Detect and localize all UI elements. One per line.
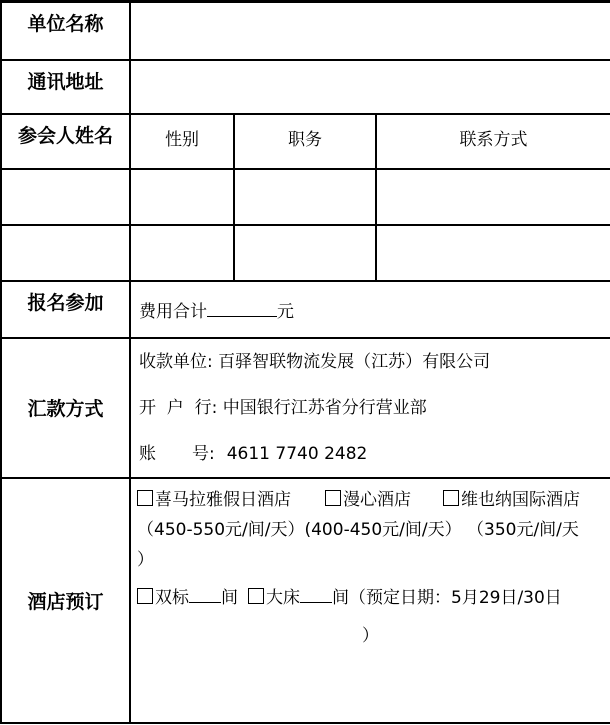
payment-label: 汇款方式 — [1, 338, 130, 478]
address-row — [1, 60, 610, 114]
unit-name-row — [1, 2, 610, 60]
hotel-prices: （450-550元/间/天）(400-450元/间/天） （350元/间/天 — [137, 519, 579, 540]
account-label: 账 — [139, 443, 156, 464]
unit-name-input[interactable] — [130, 2, 610, 60]
attendee-contact-cell[interactable] — [376, 225, 610, 281]
hotel-row — [1, 478, 610, 723]
hotel-checkbox-vienna[interactable] — [443, 490, 459, 506]
hotel-prices-end: ） — [137, 549, 154, 570]
attendee-entry-row — [1, 225, 610, 281]
hotel-option-himalaya: 喜马拉雅假日酒店 — [155, 489, 291, 510]
room-king-label: 大床 — [266, 587, 300, 608]
payee-line: 收款单位: 百驿智联物流发展（江苏）有限公司 — [139, 351, 491, 372]
contact-column-header: 联系方式 — [376, 114, 610, 169]
room-king-checkbox[interactable] — [248, 588, 264, 604]
registration-row — [1, 281, 610, 338]
room-king-unit: 间 — [332, 587, 349, 608]
bank-line: 开 户 行: 中国银行江苏省分行营业部 — [139, 397, 427, 418]
room-double-checkbox[interactable] — [137, 588, 153, 604]
room-king-count-input[interactable] — [300, 602, 332, 603]
hotel-option-manxin: 漫心酒店 — [343, 489, 411, 510]
fee-prefix: 费用合计 — [139, 301, 207, 322]
attendee-entry-row — [1, 169, 610, 225]
fee-cell — [130, 281, 610, 338]
attendee-header-row — [1, 114, 610, 169]
account-number: 4611 7740 2482 — [226, 443, 368, 464]
attendee-label: 参会人姓名 — [1, 114, 130, 169]
address-label: 通讯地址 — [1, 60, 130, 114]
registration-label: 报名参加 — [1, 281, 130, 338]
attendee-position-cell[interactable] — [234, 225, 376, 281]
attendee-name-cell[interactable] — [1, 169, 130, 225]
hotel-checkbox-manxin[interactable] — [325, 490, 341, 506]
attendee-gender-cell[interactable] — [130, 169, 234, 225]
hotel-checkbox-himalaya[interactable] — [137, 490, 153, 506]
room-double-label: 双标 — [155, 587, 189, 608]
reserve-dates-end: ） — [362, 625, 380, 646]
reserve-dates: （预定日期：5月29日/30日 — [349, 587, 562, 608]
hotel-options — [130, 478, 610, 723]
address-input[interactable] — [130, 60, 610, 114]
room-type-line — [137, 583, 604, 613]
hotel-choices — [137, 485, 604, 515]
attendee-name-cell[interactable] — [1, 225, 130, 281]
payment-row — [1, 338, 610, 478]
attendee-contact-cell[interactable] — [376, 169, 610, 225]
room-double-count-input[interactable] — [189, 602, 221, 603]
account-label-2: 号: — [192, 443, 215, 464]
unit-name-label: 单位名称 — [1, 2, 130, 60]
attendee-gender-cell[interactable] — [130, 225, 234, 281]
fee-total-input[interactable] — [207, 316, 277, 317]
account-line — [139, 431, 610, 477]
hotel-option-vienna: 维也纳国际酒店 — [461, 489, 580, 510]
room-double-unit: 间 — [221, 587, 238, 608]
gender-column-header: 性别 — [130, 114, 234, 169]
payment-details — [130, 338, 610, 478]
position-column-header: 职务 — [234, 114, 376, 169]
attendee-position-cell[interactable] — [234, 169, 376, 225]
fee-suffix: 元 — [277, 301, 294, 322]
hotel-label: 酒店预订 — [1, 478, 130, 723]
